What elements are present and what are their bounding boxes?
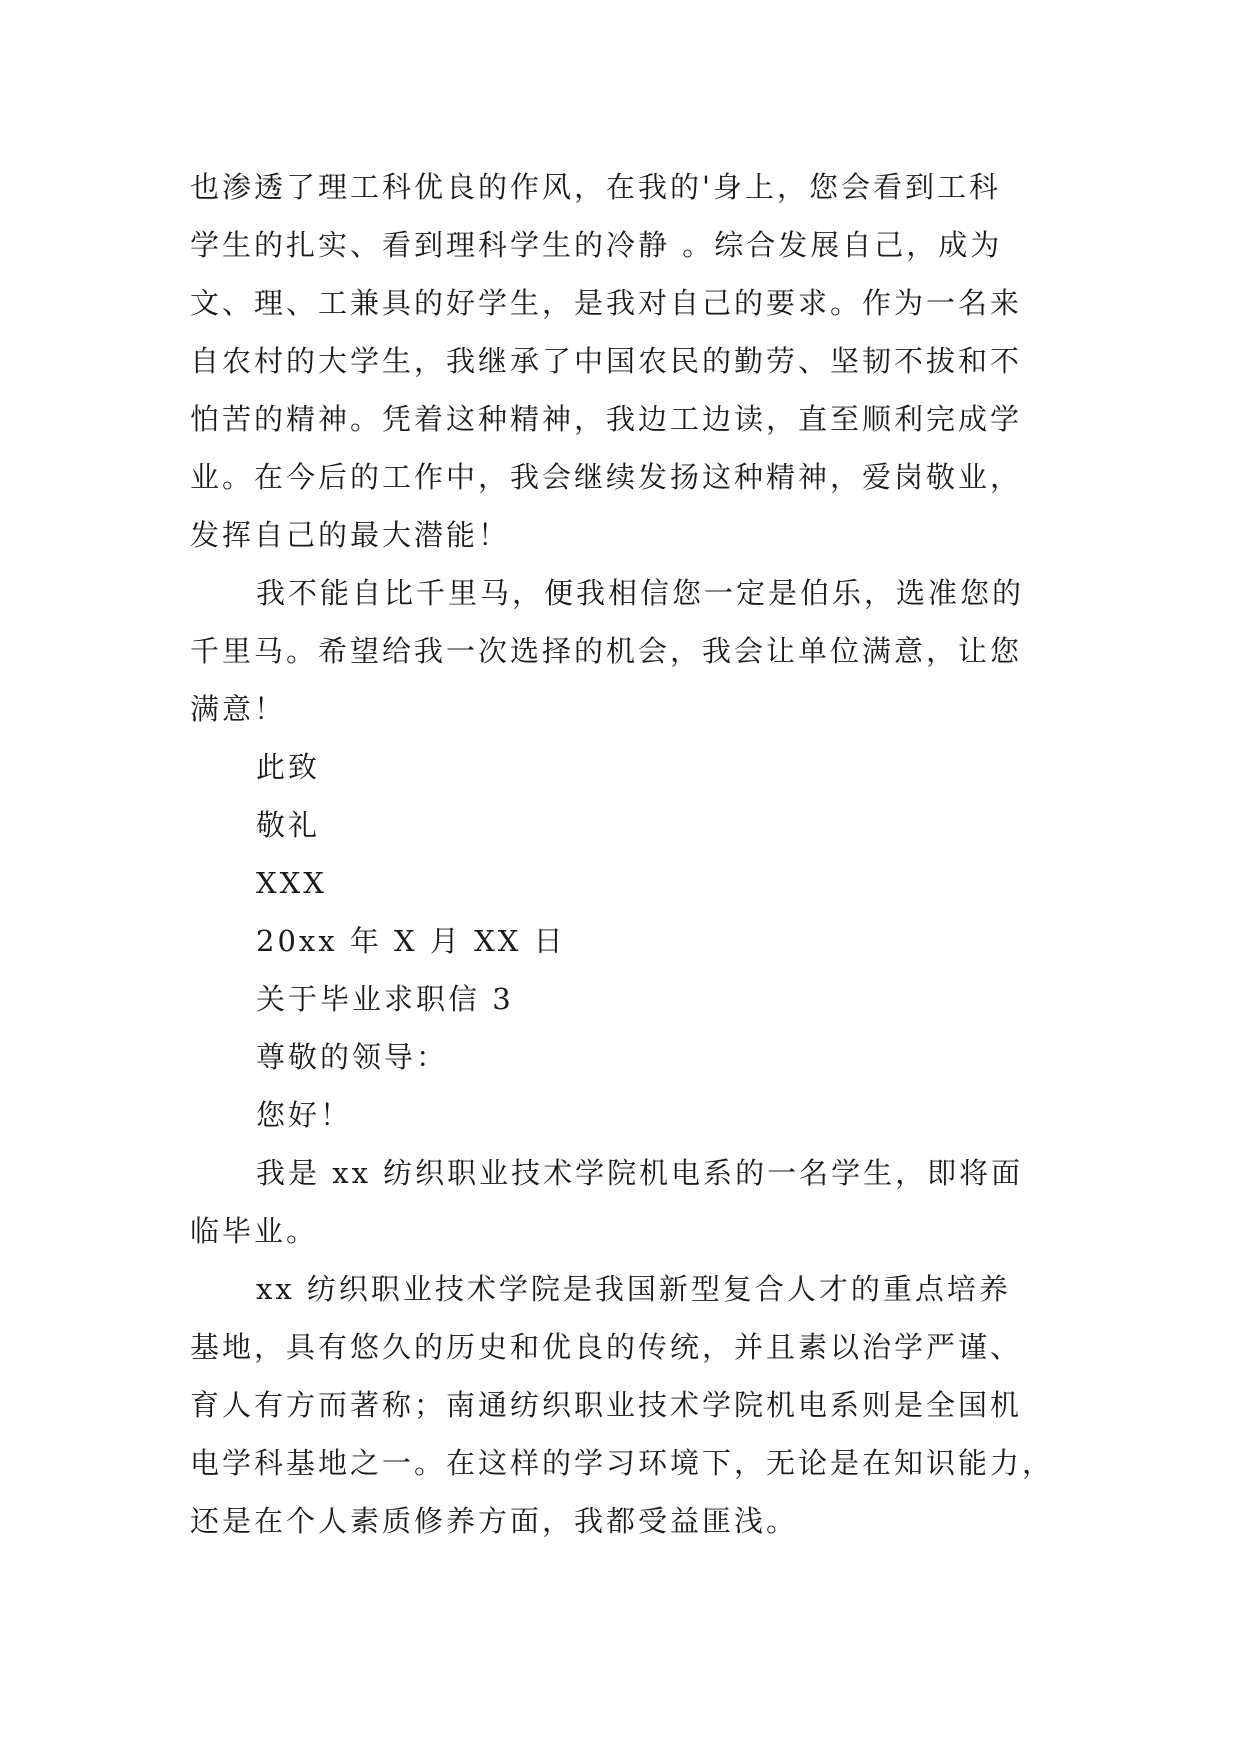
text-line: 电学科基地之一。在这样的学习环境下，无论是在知识能力， xyxy=(190,1446,1055,1480)
hello-text: 您好！ xyxy=(256,1098,353,1132)
text-line: 千里马。希望给我一次选择的机会，我会让单位满意，让您 xyxy=(190,634,1023,668)
letter-body xyxy=(190,158,1060,1550)
text-line: 育人有方而著称；南通纺织职业技术学院机电系则是全国机 xyxy=(190,1388,1023,1422)
paragraph-introduction xyxy=(190,1144,1060,1260)
text-line: 临毕业。 xyxy=(190,1214,319,1248)
text-line: 基地，具有悠久的历史和优良的传统，并且素以治学严谨、 xyxy=(190,1330,1023,1364)
text-line: 发挥自己的最大潜能！ xyxy=(190,518,511,552)
paragraph-school xyxy=(190,1260,1060,1550)
text-line: 我是 xx 纺织职业技术学院机电系的一名学生，即将面 xyxy=(256,1156,1024,1190)
text-line: 还是在个人素质修养方面，我都受益匪浅。 xyxy=(190,1504,799,1538)
text-line: 文、理、工兼具的好学生，是我对自己的要求。作为一名来 xyxy=(190,286,1023,320)
text-line: 学生的扎实、看到理科学生的冷静 。综合发展自己，成为 xyxy=(190,228,1003,262)
text-line: 怕苦的精神。凭着这种精神，我边工边读，直至顺利完成学 xyxy=(190,402,1023,436)
text-line: 也渗透了理工科优良的作风，在我的'身上，您会看到工科 xyxy=(190,170,1001,204)
paragraph-request xyxy=(190,564,1060,738)
text-line: 满意！ xyxy=(190,692,287,726)
signature-name: XXX xyxy=(256,866,327,900)
section-title: 关于毕业求职信 3 xyxy=(256,982,514,1016)
salute-text: 敬礼 xyxy=(256,808,321,842)
text-line: 业。在今后的工作中，我会继续发扬这种精神，爱岗敬业， xyxy=(190,460,1023,494)
closing-text: 此致 xyxy=(256,750,321,784)
text-line: xx 纺织职业技术学院是我国新型复合人才的重点培养 xyxy=(256,1272,1011,1306)
text-line: 自农村的大学生，我继承了中国农民的勤劳、坚韧不拔和不 xyxy=(190,344,1023,378)
paragraph-work-style xyxy=(190,158,1060,564)
greeting-text: 尊敬的领导： xyxy=(256,1040,449,1074)
text-line: 我不能自比千里马，便我相信您一定是伯乐，选准您的 xyxy=(256,576,1025,610)
letter-date: 20xx 年 X 月 XX 日 xyxy=(256,924,566,958)
